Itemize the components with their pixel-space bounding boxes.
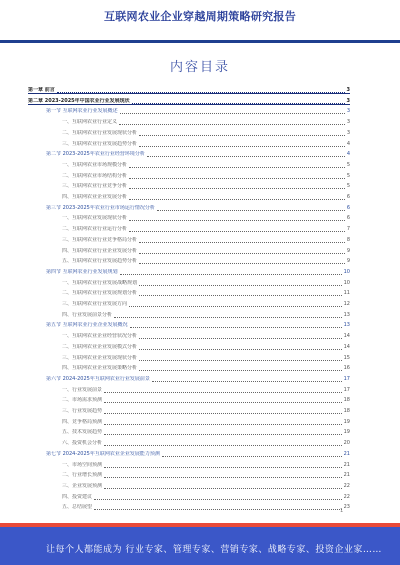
- toc-entry-page: 6: [346, 204, 350, 211]
- toc-dot-leader: [129, 184, 345, 189]
- toc-entry-label: 四、行业发展前景分析: [62, 311, 113, 318]
- toc-dot-leader: [120, 109, 345, 114]
- toc-entry-label: 四、互联网农业行业企业发展分析: [62, 247, 138, 254]
- toc-entry[interactable]: [62, 330, 350, 339]
- toc-entry-label: 三、互联网农业行业发展趋势分析: [62, 140, 138, 147]
- toc-entry-page: 17: [343, 375, 350, 382]
- report-header: [0, 0, 400, 43]
- toc-entry-page: 18: [343, 408, 350, 414]
- toc-dot-leader: [104, 473, 342, 478]
- toc-entry-label: 五、总结展望: [62, 504, 93, 511]
- toc-dot-leader: [129, 195, 345, 200]
- toc-entry-label: 二、互联网农业行业发展规划分析: [62, 290, 138, 297]
- toc-dot-leader: [162, 452, 342, 457]
- toc-entry[interactable]: [62, 277, 350, 286]
- toc-entry-label: 三、企业发展预测: [62, 482, 103, 489]
- toc-dot-leader: [104, 420, 342, 425]
- toc-entry-page: 18: [343, 397, 350, 404]
- toc-entry-page: 7: [346, 226, 350, 233]
- toc-dot-leader: [152, 377, 342, 382]
- toc-entry-label: 四、投资建议: [62, 493, 93, 500]
- toc-entry-label: 二、互联网农业行业运行分析: [62, 226, 128, 233]
- toc-entry-label: 二、互联网农业企业发展模式分析: [62, 343, 138, 350]
- toc-dot-leader: [114, 313, 342, 318]
- toc-entry-label: 三、互联网农业行业竞争格局分析: [62, 236, 138, 243]
- toc-entry-label: 四、竞争格局预测: [62, 418, 103, 425]
- toc-entry-label: 二、行业增长预测: [62, 472, 103, 479]
- toc-dot-leader: [139, 249, 345, 254]
- toc-entry-label: 一、市场空间预测: [62, 461, 103, 468]
- toc-dot-leader: [132, 99, 345, 104]
- toc-entry[interactable]: [62, 138, 350, 147]
- toc-entry-page: 3: [346, 97, 350, 104]
- toc-entry-page: 21: [343, 450, 350, 457]
- toc-dot-leader: [129, 216, 345, 221]
- toc-entry[interactable]: [62, 384, 350, 393]
- toc-entry[interactable]: [62, 180, 350, 189]
- toc-entry-label: 四、互联网农业企业发展策略分析: [62, 365, 138, 372]
- toc-entry-page: 5: [346, 172, 350, 179]
- toc-dot-leader: [94, 505, 342, 510]
- toc-entry[interactable]: [62, 245, 350, 254]
- toc-entry[interactable]: [62, 309, 350, 318]
- toc-entry-label: 五、互联网农业行业发展趋势分析: [62, 258, 138, 265]
- toc-entry-page: 13: [343, 322, 350, 329]
- toc-entry-page: 14: [343, 333, 350, 340]
- toc-dot-leader: [139, 142, 345, 147]
- toc-dot-leader: [157, 206, 345, 211]
- toc-entry-label: 四、互联网农业企业发展分析: [62, 194, 128, 200]
- toc-entry[interactable]: [62, 159, 350, 168]
- toc-entry-page: 4: [346, 140, 350, 147]
- toc-entry-page: 6: [346, 215, 350, 222]
- toc-dot-leader: [94, 495, 342, 500]
- toc-entry[interactable]: [62, 437, 350, 446]
- toc-entry-label: 五、技术发展趋势: [62, 429, 103, 436]
- toc-entry-page: 5: [346, 161, 350, 168]
- toc-entry-page: 22: [343, 493, 350, 500]
- toc-entry[interactable]: [62, 491, 350, 500]
- toc-entry-label: 第四节 互联网农业行业发展规划: [46, 268, 118, 275]
- toc-entry[interactable]: [62, 480, 350, 489]
- toc-entry[interactable]: [46, 266, 350, 275]
- toc-entry[interactable]: [62, 362, 350, 371]
- toc-entry-label: 第三节 2023-2025年农业行业市场运行情况分析: [46, 204, 155, 211]
- toc-entry-label: 三、互联网农业行业竞争分析: [62, 183, 128, 190]
- toc-entry-page: 10: [343, 279, 350, 286]
- toc-dot-leader: [139, 281, 342, 286]
- toc-dot-leader: [104, 398, 342, 403]
- toc-entry-label: 二、互联网农业市场结构分析: [62, 172, 128, 179]
- toc-entry[interactable]: [62, 234, 350, 243]
- toc-dot-leader: [139, 366, 342, 371]
- toc-dot-leader: [139, 356, 342, 361]
- toc-entry-page: 19: [343, 429, 350, 436]
- toc-entry-page: 11: [343, 290, 350, 297]
- toc-dot-leader: [104, 463, 342, 468]
- toc-entry-page: 15: [343, 354, 350, 361]
- toc-entry-page: 23: [343, 504, 350, 511]
- toc-entry-page: 5: [346, 183, 350, 190]
- toc-entry-label: 三、互联网农业行业发展方向: [62, 301, 128, 307]
- toc-entry[interactable]: [62, 405, 350, 414]
- footer-accent-stripe: [0, 523, 400, 527]
- toc-entry-label: 第二章 2023-2025年中国农业行业发展现状: [28, 97, 130, 104]
- toc-entry[interactable]: [46, 105, 350, 114]
- toc-entry[interactable]: [62, 287, 350, 296]
- toc-entry-page: 19: [343, 418, 350, 425]
- toc-entry-label: 第一节 互联网农业行业发展概述: [46, 108, 118, 115]
- toc-entry-label: 一、互联网农业行业定义: [62, 119, 118, 126]
- toc-dot-leader: [139, 334, 342, 339]
- toc-entry-page: 3: [346, 87, 350, 93]
- toc-entry[interactable]: [62, 501, 350, 510]
- toc-entry-label: 一、互联网农业企业经营状况分析: [62, 333, 138, 340]
- toc-entry[interactable]: [46, 319, 350, 328]
- toc-dot-leader: [104, 388, 342, 393]
- toc-entry[interactable]: [62, 469, 350, 478]
- toc-entry-label: 六、投资机会分析: [62, 440, 103, 447]
- toc-dot-leader: [129, 227, 345, 232]
- toc-entry-page: 3: [346, 119, 350, 126]
- toc-entry[interactable]: [28, 95, 350, 105]
- footer-slogan: 让每个人都能成为 行业专家、管理专家、营销专家、战略专家、投资企业家……: [46, 545, 382, 555]
- toc-entry-label: 第五节 互联网农业行业企业发展概况: [46, 322, 128, 329]
- toc-dot-leader: [57, 88, 345, 93]
- toc-dot-leader: [139, 259, 345, 264]
- toc-dot-leader: [139, 345, 342, 350]
- toc-entry[interactable]: [62, 191, 350, 200]
- toc-dot-leader: [104, 430, 342, 435]
- toc-entry-label: 第二节 2023-2025年农业行业经营环境分析: [46, 151, 145, 158]
- toc-entry-label: 三、互联网农业企业发展现状分析: [62, 354, 138, 361]
- toc-entry-page: 12: [343, 301, 350, 307]
- toc-entry-label: 二、市场需求预测: [62, 397, 103, 404]
- toc-dot-leader: [120, 270, 342, 275]
- toc-heading: 内容目录: [169, 60, 230, 75]
- toc-entry-label: 第一章 前言: [28, 87, 55, 93]
- toc-dot-leader: [130, 323, 342, 328]
- toc-dot-leader: [104, 441, 342, 446]
- toc-dot-leader: [147, 152, 345, 157]
- toc-entry-page: 17: [343, 386, 350, 393]
- toc-entry[interactable]: [62, 223, 350, 232]
- toc-entry-page: 6: [346, 194, 350, 200]
- toc-dot-leader: [139, 131, 345, 136]
- toc-entry[interactable]: [46, 373, 350, 382]
- toc-entry-page: 21: [343, 461, 350, 468]
- toc-entry[interactable]: [28, 84, 350, 94]
- toc-entry-page: 9: [346, 247, 350, 254]
- toc-entry-label: 一、互联网农业市场规模分析: [62, 161, 128, 168]
- toc-entry[interactable]: [62, 352, 350, 361]
- toc-entry-page: 4: [346, 151, 350, 158]
- footer-banner: [0, 523, 400, 565]
- toc-entry-page: 8: [346, 236, 350, 243]
- toc-entry-label: 一、互联网农业发展现状分析: [62, 215, 128, 222]
- toc-entry[interactable]: [62, 170, 350, 179]
- toc-dot-leader: [104, 484, 342, 489]
- toc-dot-leader: [104, 409, 342, 414]
- toc-entry-page: 16: [343, 365, 350, 372]
- toc-entry-page: 3: [346, 108, 350, 115]
- toc-entry[interactable]: [62, 116, 350, 125]
- toc-entry[interactable]: [46, 448, 350, 457]
- toc-entry-page: 13: [343, 311, 350, 318]
- toc-entry-page: 10: [343, 268, 350, 275]
- toc-entry[interactable]: [62, 255, 350, 264]
- toc-entry[interactable]: [62, 341, 350, 350]
- toc-dot-leader: [129, 163, 345, 168]
- toc-entry[interactable]: [46, 148, 350, 157]
- toc-entry-label: 一、互联网农业行业发展战略规划: [62, 279, 138, 286]
- toc-entry-label: 二、互联网农业行业发展现状分析: [62, 129, 138, 136]
- toc-entry-page: 3: [346, 129, 350, 136]
- toc-entry[interactable]: [62, 298, 350, 307]
- toc-entry-label: 第六节 2024-2025年互联网农业行业发展前景: [46, 375, 150, 382]
- toc-entry[interactable]: [62, 459, 350, 468]
- toc-dot-leader: [119, 120, 345, 125]
- toc-entry[interactable]: [46, 202, 350, 211]
- toc-dot-leader: [129, 302, 342, 307]
- toc-dot-leader: [129, 174, 345, 179]
- toc-dot-leader: [139, 238, 345, 243]
- toc-entry-label: 三、行业发展趋势: [62, 408, 103, 414]
- toc-entry-page: 20: [343, 440, 350, 447]
- toc-entry-page: 21: [343, 472, 350, 479]
- toc-entry-page: 14: [343, 343, 350, 350]
- toc-entry-label: 第七节 2024-2025年互联网农业企业发展能力预测: [46, 450, 160, 457]
- toc-entry-page: 9: [346, 258, 350, 265]
- toc-entry-label: 一、行业发展前景: [62, 386, 103, 393]
- toc-entry[interactable]: [62, 394, 350, 403]
- report-title: 互联网农业企业穿越周期策略研究报告: [103, 10, 297, 23]
- toc-entry[interactable]: [62, 426, 350, 435]
- page-number: 1: [340, 508, 344, 514]
- toc-entry[interactable]: [62, 416, 350, 425]
- toc-entry-page: 22: [343, 482, 350, 489]
- toc-entry[interactable]: [62, 212, 350, 221]
- toc-dot-leader: [139, 291, 342, 296]
- toc-entry[interactable]: [62, 127, 350, 136]
